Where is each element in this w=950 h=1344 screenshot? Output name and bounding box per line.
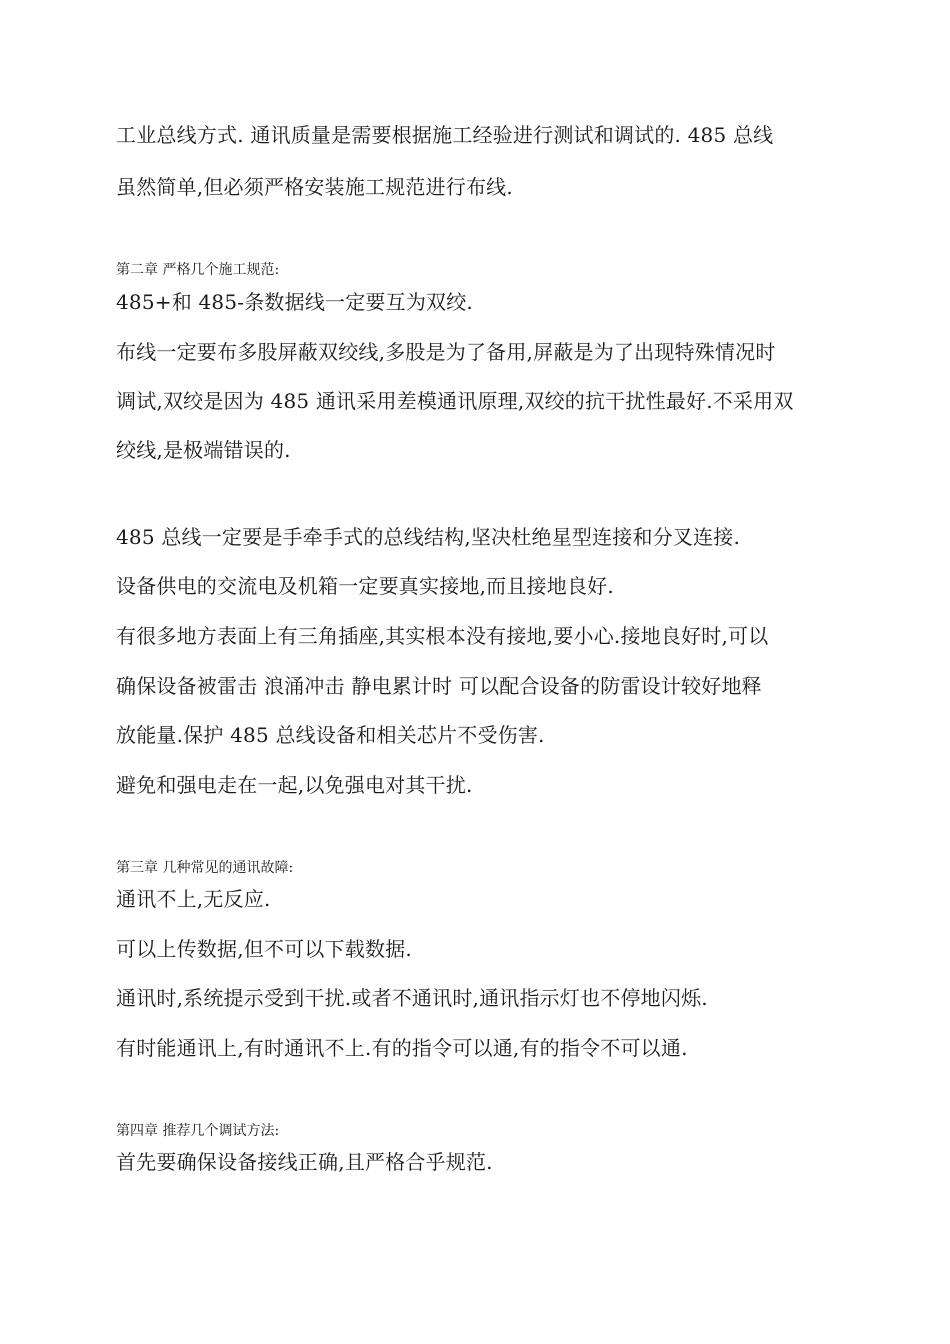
- intro-line-2: 虽然简单,但必须严格安装施工规范进行布线.: [116, 175, 513, 199]
- chapter-3-heading: 第三章 几种常见的通讯故障:: [116, 860, 294, 876]
- chapter-2-line-2: 布线一定要布多股屏蔽双绞线,多股是为了备用,屏蔽是为了出现特殊情况时: [116, 340, 776, 364]
- intro-line-1: 工业总线方式. 通讯质量是需要根据施工经验进行测试和调试的. 485 总线: [116, 123, 774, 147]
- chapter-3-line-1: 通讯不上,无反应.: [116, 887, 271, 911]
- chapter-3-line-4: 有时能通讯上,有时通讯不上.有的指令可以通,有的指令不可以通.: [116, 1036, 688, 1060]
- chapter-2-line-6: 设备供电的交流电及机箱一定要真实接地,而且接地良好.: [116, 574, 614, 598]
- chapter-2-line-4: 绞线,是极端错误的.: [116, 438, 291, 462]
- chapter-2-line-9: 放能量.保护 485 总线设备和相关芯片不受伤害.: [116, 723, 545, 747]
- chapter-2-line-10: 避免和强电走在一起,以免强电对其干扰.: [116, 773, 473, 797]
- chapter-3-line-3: 通讯时,系统提示受到干扰.或者不通讯时,通讯指示灯也不停地闪烁.: [116, 986, 708, 1010]
- chapter-2-line-5: 485 总线一定要是手牵手式的总线结构,坚决杜绝星型连接和分叉连接.: [116, 525, 741, 549]
- chapter-2-line-1: 485+和 485-条数据线一定要互为双绞.: [116, 290, 473, 314]
- chapter-2-heading: 第二章 严格几个施工规范:: [116, 262, 280, 278]
- chapter-3-line-2: 可以上传数据,但不可以下载数据.: [116, 937, 412, 961]
- chapter-4-heading: 第四章 推荐几个调试方法:: [116, 1123, 280, 1139]
- chapter-2-line-3: 调试,双绞是因为 485 通讯采用差模通讯原理,双绞的抗干扰性最好.不采用双: [116, 389, 794, 413]
- chapter-2-line-7: 有很多地方表面上有三角插座,其实根本没有接地,要小心.接地良好时,可以: [116, 624, 769, 648]
- chapter-2-line-8: 确保设备被雷击 浪涌冲击 静电累计时 可以配合设备的防雷设计较好地释: [116, 674, 762, 698]
- chapter-4-line-1: 首先要确保设备接线正确,且严格合乎规范.: [116, 1150, 493, 1174]
